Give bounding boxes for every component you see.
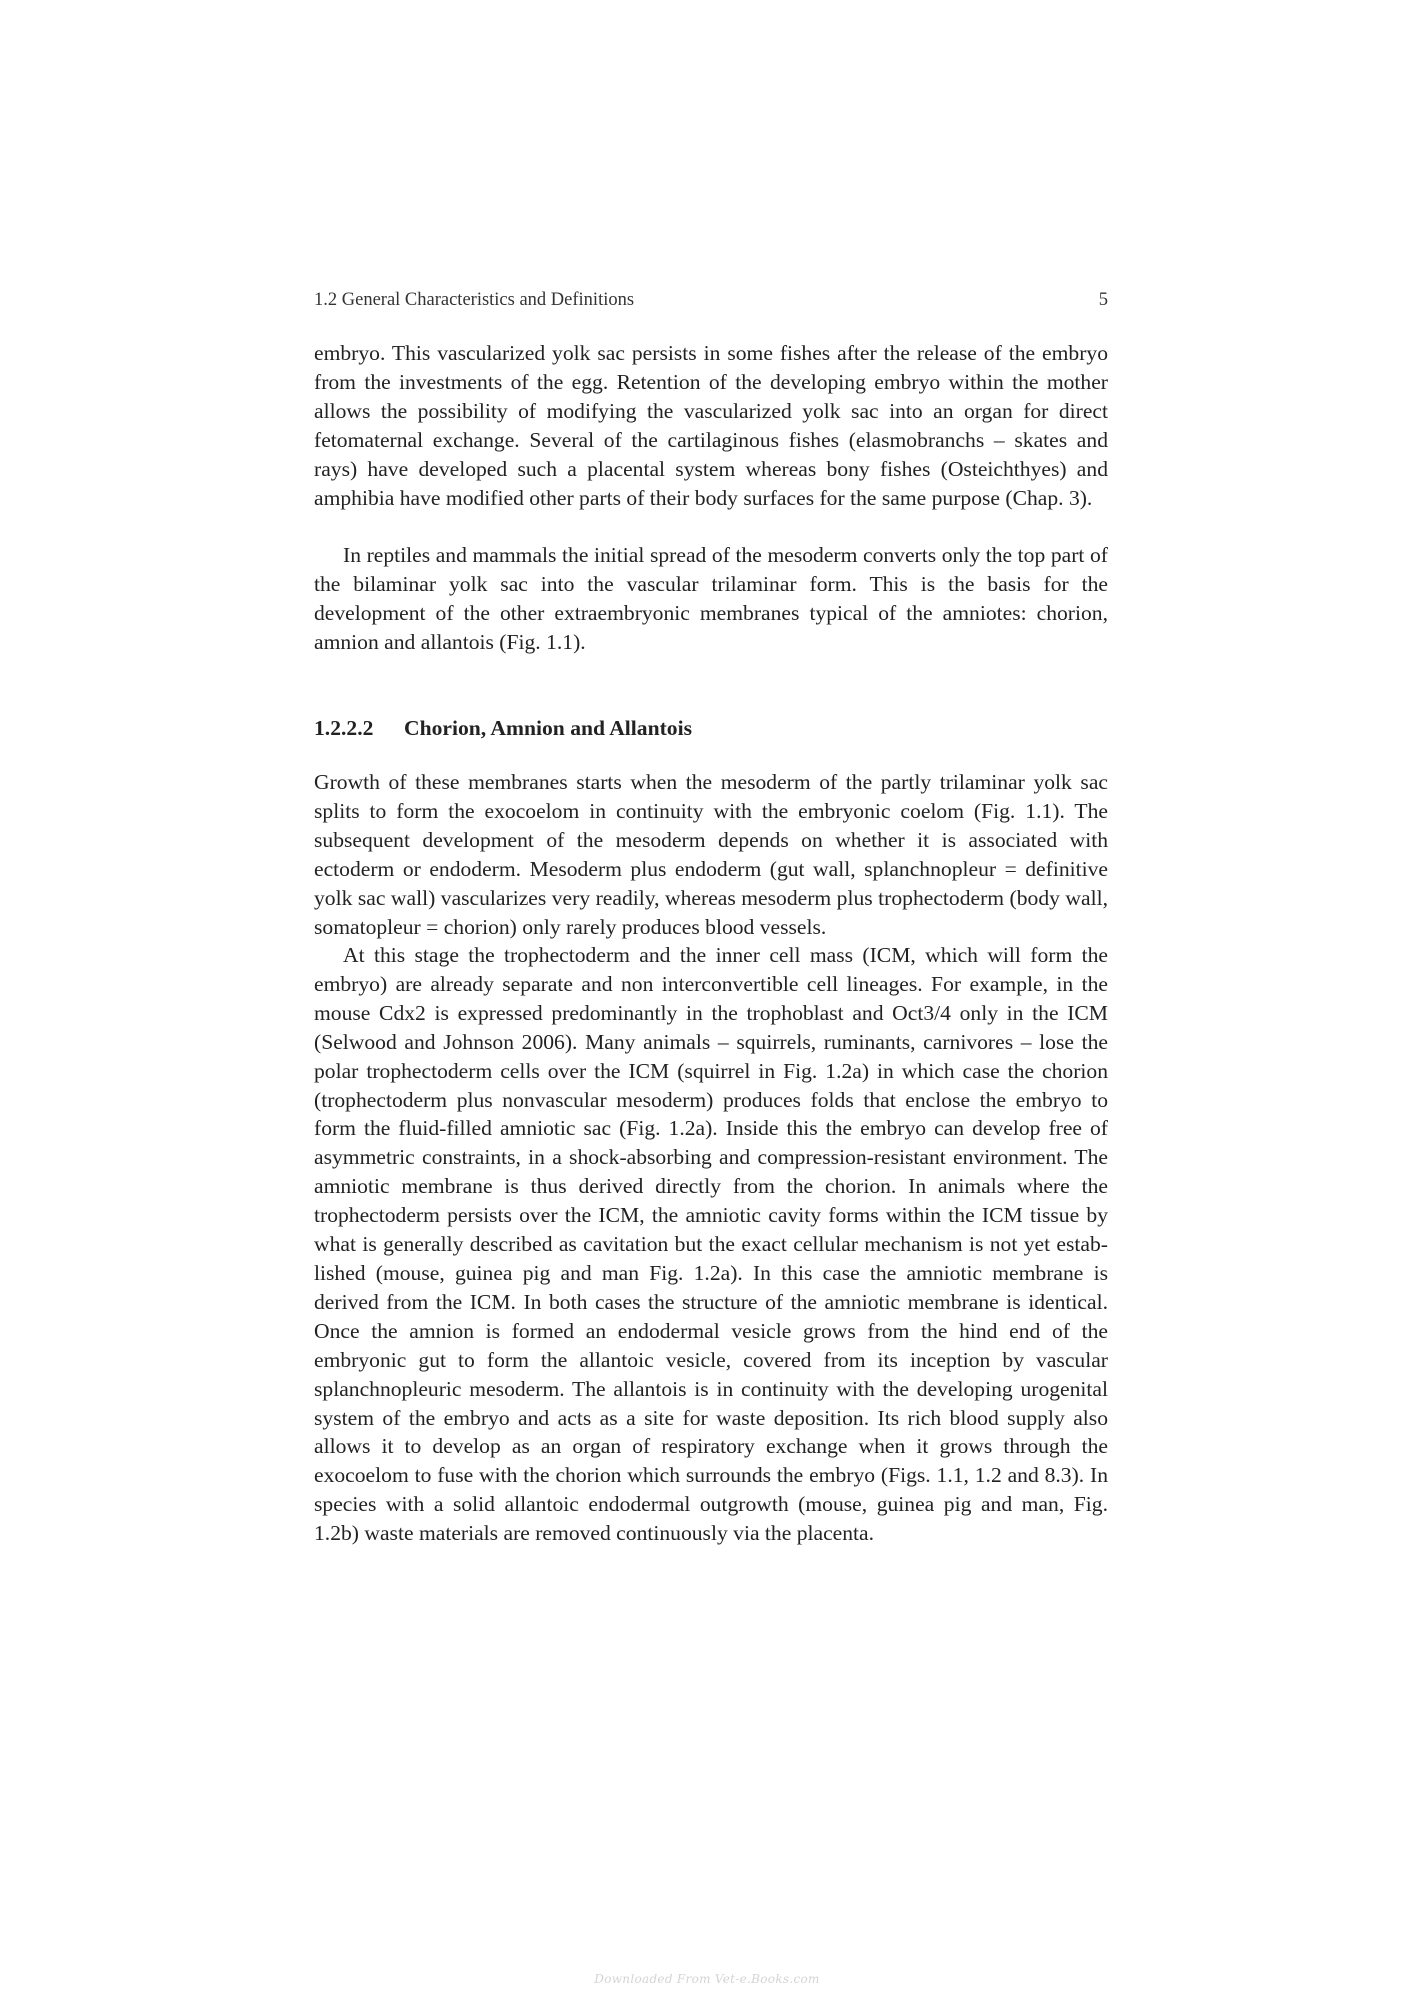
section-heading	[314, 714, 1108, 742]
paragraph-membrane-growth: Growth of these membranes starts when the mesoderm of the partly trilaminar yolk sac splits to form the exocoelom in continuity with the embryonic coelom (Fig. 1.1). The subsequent development of the mesoderm depends on whether it is associated with ectoderm or endoderm. Mesoderm plus endoderm (gut wall, splanchnopleur = definitive yolk sac wall) vascularizes very readily, whereas mesoderm plus trophectoderm (body wall, somatopleur = chorion) only rarely produces blood vessels.	[314, 770, 1108, 939]
paragraph-yolk-sac: embryo. This vascularized yolk sac persists in some fishes after the release of the embryo from the investments of the egg. Retention of the developing embryo within the mother allows the possibility of modifying the vascularized yolk sac into an organ for direct fetomaternal exchange. Several of the cartilaginous fishes (elasmobranchs – skates and rays) have developed such a placental system whereas bony fishes (Osteichthyes) and amphibia have modified other parts of their body surfaces for the same purpose (Chap. 3).	[314, 341, 1108, 510]
paragraph-trophectoderm-icm: At this stage the trophectoderm and the inner cell mass (ICM, which will form the embryo) are already separate and non interconvertible cell lineages. For example, in the mouse Cdx2 is expressed predominantly in the trophoblast and Oct3/4 only in the ICM (Selwood and Johnson 2006). Many animals – squirrels, ruminants, carnivores – lose the polar trophectoderm cells over the ICM (squirrel in Fig. 1.2a) in which case the chorion (trophectoderm plus nonvascular mesoderm) produces folds that enclose the embryo to form the fluid-filled amniotic sac (Fig. 1.2a). Inside this the embryo can develop free of asymmetric constraints, in a shock-absorbing and compression-resistant environment. The amniotic membrane is thus derived directly from the chorion. In animals where the trophectoderm persists over the ICM, the amniotic cavity forms within the ICM tissue by what is generally described as cavitation but the exact cellular mechanism is not yet established (mouse, guinea pig and man Fig. 1.2a). In this case the amniotic membrane is derived from the ICM. In both cases the structure of the amniotic membrane is identical. Once the amnion is formed an endodermal vesicle grows from the hind end of the embryonic gut to form the allantoic vesicle, covered from its inception by vascular splanchnopleuric mesoderm. The allantois is in continuity with the developing urogenital system of the embryo and acts as a site for waste deposition. Its rich blood supply also allows it to develop as an organ of respiratory exchange when it grows through the exocoelom to fuse with the chorion which surrounds the embryo (Figs. 1.1, 1.2 and 8.3). In species with a solid allantoic endodermal outgrowth (mouse, guinea pig and man, Fig. 1.2b) waste materials are removed continuously via the placenta.	[314, 943, 1108, 1546]
page-number: 5	[1098, 290, 1108, 310]
paragraph-reptiles-mammals: In reptiles and mammals the initial spread of the mesoderm converts only the top part of the bilaminar yolk sac into the vascular trilaminar form. This is the basis for the development of the other extraembryonic membranes typical of the amniotes: chorion, amnion and allantois (Fig. 1.1).	[314, 543, 1108, 654]
running-head	[314, 288, 1108, 312]
download-watermark: Downloaded From Vet-e.Books.com	[594, 1972, 820, 1986]
section-number: 1.2.2.2	[314, 716, 374, 740]
section-title: Chorion, Amnion and Allantois	[404, 716, 693, 740]
running-title: 1.2 General Characteristics and Definitions	[314, 290, 635, 310]
